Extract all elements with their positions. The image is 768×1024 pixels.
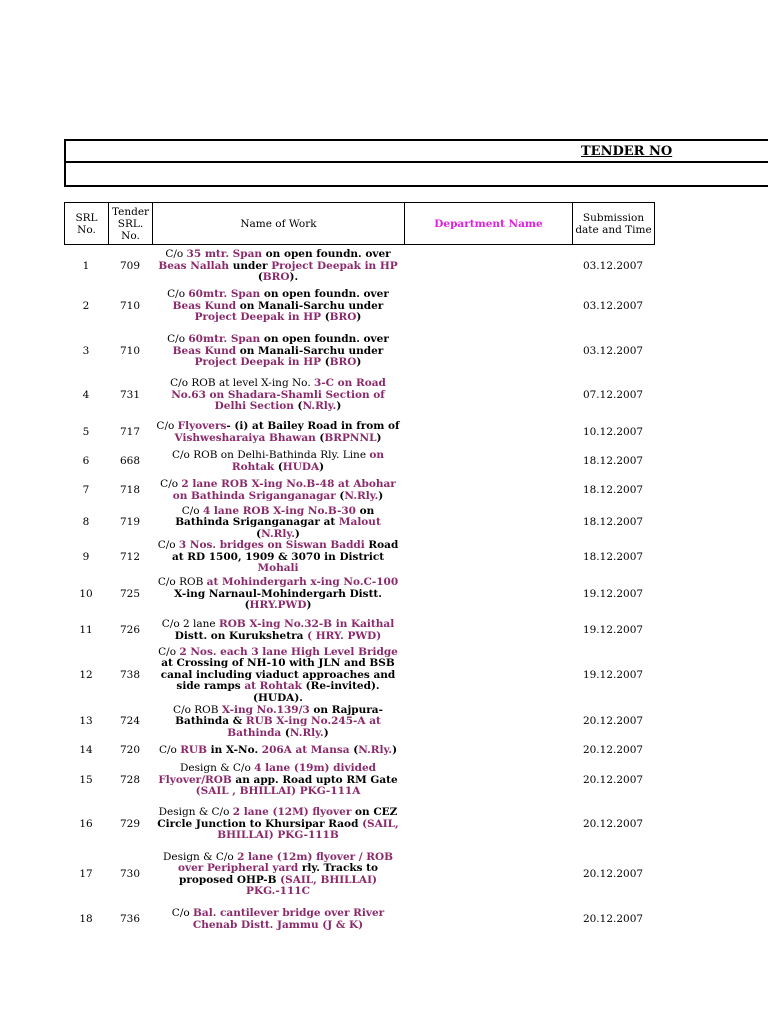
work-text-segment: C/o	[171, 907, 194, 919]
work-text-segment: Vishwesharaiya Bhawan	[174, 431, 316, 444]
work-text-segment: Project Deepak in HP	[194, 311, 322, 324]
cell-department	[404, 476, 572, 506]
header-row	[64, 202, 655, 245]
cell-submission-date: 20.12.2007	[582, 744, 644, 757]
cell-work	[152, 476, 404, 506]
work-text-segment: on Rajpura-Bathinda &	[175, 703, 383, 727]
cell-tender: 709	[119, 259, 141, 272]
cell-submission-date: 20.12.2007	[582, 817, 644, 830]
work-text-segment: )	[376, 431, 382, 444]
cell-srl: 10	[79, 587, 93, 600]
work-text-segment: (	[321, 356, 330, 369]
work-text-segment: 2 lane ROB X-ing No.B-48 at Abohar on Bathinda Sriganganagar	[172, 478, 396, 502]
work-text-segment: 60mtr. Span	[188, 288, 261, 301]
cell-tender: 729	[119, 817, 141, 830]
work-text-segment: BRPNNL	[324, 431, 377, 444]
work-text-segment: (	[256, 527, 262, 540]
work-text-segment: on Manali-Sarchu under	[236, 344, 384, 357]
work-text-segment: X-ing No.139/3	[221, 703, 310, 716]
table-row	[64, 647, 654, 705]
work-text-segment: Flyovers	[177, 420, 227, 432]
work-text-segment: 60mtr. Span	[188, 333, 261, 346]
work-text-segment: C/o 2 lane	[161, 618, 219, 630]
cell-department	[404, 705, 572, 740]
work-text-segment: at Mohindergarh x-ing No.C-100	[206, 576, 399, 589]
cell-submission-date: 20.12.2007	[582, 715, 644, 727]
work-text-segment: 4 lane (19m) divided Flyover/ROB	[158, 762, 376, 786]
work-text-segment: C/o	[158, 744, 181, 757]
cell-work	[152, 284, 404, 330]
cell-srl: 8	[82, 516, 90, 528]
work-text-segment: (SAIL, BHILLAI) PKG-111B	[217, 817, 399, 842]
work-text-segment: 2 Nos. each 3 lane High Level Bridge	[179, 645, 398, 658]
cell-srl: 2	[82, 299, 90, 312]
work-text-segment: )	[323, 726, 329, 739]
cell-tender: 668	[119, 454, 141, 467]
cell-department	[404, 615, 572, 647]
work-text-segment: on Manali-Sarchu under	[236, 299, 384, 312]
work-text-segment: )	[356, 311, 362, 324]
cell-tender: 738	[119, 668, 141, 681]
work-text-segment: X-ing Narnaul-Mohindergarh Distt. (	[174, 587, 382, 612]
cell-work	[152, 705, 404, 740]
work-text-segment: BRO	[329, 356, 357, 369]
work-text-segment: N.Rly.	[261, 527, 295, 540]
cell-tender: 719	[119, 516, 141, 528]
cell-srl: 9	[82, 550, 90, 563]
cell-srl: 11	[79, 623, 93, 636]
cell-tender: 736	[119, 912, 141, 925]
cell-tender: 717	[119, 425, 141, 438]
cell-work	[152, 575, 404, 615]
sheet-title: TENDER NO	[581, 144, 673, 159]
cell-department	[404, 418, 572, 448]
work-text-segment: on Bathinda Sriganganagar at	[175, 504, 375, 528]
cell-tender: 712	[119, 550, 141, 563]
work-text-segment: RUB	[180, 744, 207, 757]
cell-tender: 731	[119, 388, 141, 401]
cell-srl: 18	[79, 912, 93, 925]
tender-table	[64, 249, 654, 942]
cell-srl: 6	[82, 454, 90, 467]
cell-department	[404, 852, 572, 898]
work-text-segment: 3-C on Road No.63 on Shadara-Shamli Section of Delhi Section	[171, 377, 386, 413]
work-text-segment: )	[356, 356, 362, 369]
work-text-segment: Beas Kund	[172, 344, 237, 357]
cell-submission-date: 18.12.2007	[582, 550, 644, 563]
table-row	[64, 852, 654, 898]
cell-work	[152, 249, 404, 284]
cell-department	[404, 284, 572, 330]
work-text-segment: on open foundn. over	[260, 333, 389, 346]
work-text-segment: BRO	[329, 311, 357, 324]
cell-department	[404, 540, 572, 575]
work-text-segment: N.Rly.	[302, 400, 337, 413]
cell-submission-date: 19.12.2007	[582, 623, 644, 636]
cell-tender: 710	[119, 344, 141, 357]
cell-work	[152, 615, 404, 647]
work-text-segment: an app. Road upto RM Gate	[231, 773, 398, 786]
cell-srl: 1	[82, 259, 90, 272]
cell-submission-date: 19.12.2007	[582, 587, 644, 600]
cell-department	[404, 898, 572, 942]
work-text-segment: (	[274, 460, 283, 473]
cell-tender: 720	[119, 744, 141, 757]
table-row	[64, 798, 654, 852]
cell-work	[152, 448, 404, 476]
work-text-segment: - (i) at Bailey Road in from of	[226, 420, 400, 432]
work-text-segment: N.Rly.	[344, 489, 379, 502]
cell-submission-date: 18.12.2007	[582, 483, 644, 496]
work-text-segment: in X-No.	[206, 744, 262, 757]
work-text-segment: rly. Tracks to proposed OHP-B	[179, 862, 379, 886]
work-text-segment: at Rohtak	[244, 680, 302, 693]
table-row	[64, 575, 654, 615]
col-header-work: Name of Work	[153, 203, 405, 245]
table-row	[64, 249, 654, 284]
work-text-segment: RUB X-ing No.245-A at Bathinda	[227, 715, 381, 739]
table-row	[64, 898, 654, 942]
cell-submission-date: 19.12.2007	[582, 668, 644, 681]
work-text-segment: Malout	[338, 516, 381, 528]
work-text-segment: ROB X-ing No.32-B in Kaithal	[218, 618, 395, 630]
work-text-segment: C/o	[160, 478, 182, 490]
work-text-segment: (	[315, 431, 325, 444]
work-text-segment: C/o	[165, 248, 187, 260]
work-text-segment: C/o ROB at level X-ing No.	[170, 377, 314, 390]
work-text-segment: on open foundn. over	[262, 248, 391, 260]
cell-srl: 14	[79, 744, 93, 757]
table-row	[64, 615, 654, 647]
cell-department	[404, 763, 572, 798]
work-text-segment: (	[349, 744, 359, 757]
cell-department	[404, 647, 572, 705]
work-text-segment: ).	[289, 271, 299, 283]
work-text-segment: BRO	[262, 271, 290, 283]
cell-srl: 17	[79, 867, 93, 880]
work-text-segment: Design & C/o	[158, 806, 233, 819]
cell-work	[152, 374, 404, 418]
cell-tender: 718	[119, 483, 141, 496]
work-text-segment: 4 lane ROB X-ing No.B-30	[202, 504, 356, 517]
cell-submission-date: 03.12.2007	[582, 259, 644, 272]
work-text-segment: C/o	[181, 504, 203, 517]
work-text-segment: (	[335, 489, 345, 502]
cell-tender: 710	[119, 299, 141, 312]
cell-work	[152, 330, 404, 374]
table-row	[64, 705, 654, 740]
work-text-segment: on Rohtak	[231, 449, 385, 473]
work-text-segment: on CEZ Circle Junction to Khursipar Raod	[157, 806, 398, 830]
tender-table-body	[64, 249, 654, 942]
cell-department	[404, 739, 572, 763]
cell-submission-date: 03.12.2007	[582, 299, 644, 312]
work-text-segment: (SAIL , BHILLAI) PKG-111A	[195, 785, 361, 797]
cell-work	[152, 418, 404, 448]
title-band	[64, 139, 768, 161]
cell-department	[404, 448, 572, 476]
work-text-segment: under	[229, 259, 272, 272]
work-text-segment: )	[336, 400, 342, 413]
work-text-segment: N.Rly.	[358, 744, 393, 757]
table-row	[64, 418, 654, 448]
work-text-segment: Mohali	[257, 562, 299, 574]
cell-department	[404, 249, 572, 284]
cell-department	[404, 506, 572, 541]
cell-srl: 15	[79, 773, 93, 786]
cell-srl: 4	[82, 388, 90, 401]
work-text-segment: Road at RD 1500, 1909 & 3070 in District	[171, 539, 399, 563]
work-text-segment: 2 lane (12M) flyover	[232, 806, 352, 819]
work-text-segment: Bal. cantilever bridge over River Chenab Distt. Jammu (J & K)	[192, 907, 385, 931]
cell-tender: 726	[119, 623, 141, 636]
cell-department	[404, 575, 572, 615]
cell-department	[404, 330, 572, 374]
work-text-segment: C/o	[158, 645, 180, 658]
work-text-segment: C/o ROB on Delhi-Bathinda Rly. Line	[171, 449, 370, 461]
cell-submission-date: 20.12.2007	[582, 773, 644, 786]
work-text-segment: C/o	[157, 539, 179, 551]
col-header-submission: Submission date and Time	[573, 203, 655, 245]
cell-srl: 13	[79, 715, 93, 727]
work-text-segment: C/o	[167, 288, 189, 301]
cell-tender: 730	[119, 867, 141, 880]
col-header-srl: SRL No.	[65, 203, 109, 245]
work-text-segment: (	[321, 311, 330, 324]
cell-work	[152, 540, 404, 575]
work-text-segment: Distt. on Kurukshetra	[174, 629, 308, 642]
cell-srl: 16	[79, 817, 93, 830]
work-text-segment: N.Rly.	[289, 726, 324, 739]
cell-work	[152, 739, 404, 763]
table-row	[64, 476, 654, 506]
work-text-segment: Project Deepak in HP	[194, 356, 322, 369]
cell-srl: 12	[79, 668, 93, 681]
cell-tender: 724	[119, 715, 141, 727]
work-text-segment: C/o ROB	[173, 703, 222, 716]
table-row	[64, 763, 654, 798]
cell-srl: 7	[82, 483, 90, 496]
cell-tender: 728	[119, 773, 141, 786]
work-text-segment: C/o ROB	[157, 576, 207, 589]
cell-tender: 725	[119, 587, 141, 600]
table-row	[64, 739, 654, 763]
work-text-segment: (SAIL, BHILLAI) PKG.-111C	[246, 873, 377, 897]
cell-work	[152, 798, 404, 852]
cell-work	[152, 852, 404, 898]
work-text-segment: 3 Nos. bridges on Siswan Baddi	[178, 539, 365, 551]
cell-srl: 3	[82, 344, 90, 357]
cell-srl: 5	[82, 425, 90, 438]
table-row	[64, 540, 654, 575]
work-text-segment: (Re-invited). (HUDA).	[253, 680, 380, 704]
cell-work	[152, 647, 404, 705]
cell-submission-date: 07.12.2007	[582, 388, 644, 401]
cell-submission-date: 20.12.2007	[582, 867, 644, 880]
col-header-tender: Tender SRL. No.	[109, 203, 153, 245]
col-header-department: Department Name	[405, 203, 573, 245]
work-text-segment: )	[319, 460, 325, 473]
work-text-segment: C/o	[167, 333, 189, 346]
cell-submission-date: 03.12.2007	[582, 344, 644, 357]
work-text-segment: Project Deepak in HP	[271, 259, 398, 272]
work-text-segment: 2 lane (12m) flyover / ROB over Peripheral yard	[177, 850, 394, 874]
table-row	[64, 374, 654, 418]
work-text-segment: Beas Nallah	[158, 259, 230, 272]
cell-work	[152, 898, 404, 942]
work-text-segment: (	[293, 400, 303, 413]
cell-department	[404, 798, 572, 852]
work-text-segment: Beas Kund	[172, 299, 237, 312]
work-text-segment: )	[392, 744, 398, 757]
work-text-segment: )	[306, 599, 312, 612]
work-text-segment: 35 mtr. Span	[186, 248, 263, 260]
work-text-segment: (	[257, 271, 263, 283]
work-text-segment: on open foundn. over	[260, 288, 389, 301]
cell-submission-date: 10.12.2007	[582, 425, 644, 438]
work-text-segment: C/o	[156, 420, 178, 432]
work-text-segment: Design & C/o	[162, 850, 238, 863]
work-text-segment: HRY.PWD	[249, 599, 307, 612]
work-text-segment: Design & C/o	[180, 762, 255, 774]
table-row	[64, 448, 654, 476]
work-text-segment: at Crossing of NH-10 with JLN and BSB canal including viaduct approaches and side ramps	[160, 657, 396, 693]
work-text-segment: 206A at Mansa	[261, 744, 350, 757]
table-row	[64, 330, 654, 374]
cell-submission-date: 18.12.2007	[582, 454, 644, 467]
cell-work	[152, 763, 404, 798]
work-text-segment: )	[378, 489, 384, 502]
work-text-segment: HUDA	[282, 460, 320, 473]
work-text-segment: ( HRY. PWD)	[307, 629, 382, 642]
work-text-segment: )	[294, 527, 300, 540]
header-separator	[64, 185, 768, 187]
cell-submission-date: 20.12.2007	[582, 912, 644, 925]
cell-department	[404, 374, 572, 418]
table-row	[64, 506, 654, 541]
table-row	[64, 284, 654, 330]
work-text-segment: (	[281, 726, 290, 739]
subtitle-band	[64, 161, 768, 185]
cell-submission-date: 18.12.2007	[582, 516, 644, 528]
cell-work	[152, 506, 404, 541]
